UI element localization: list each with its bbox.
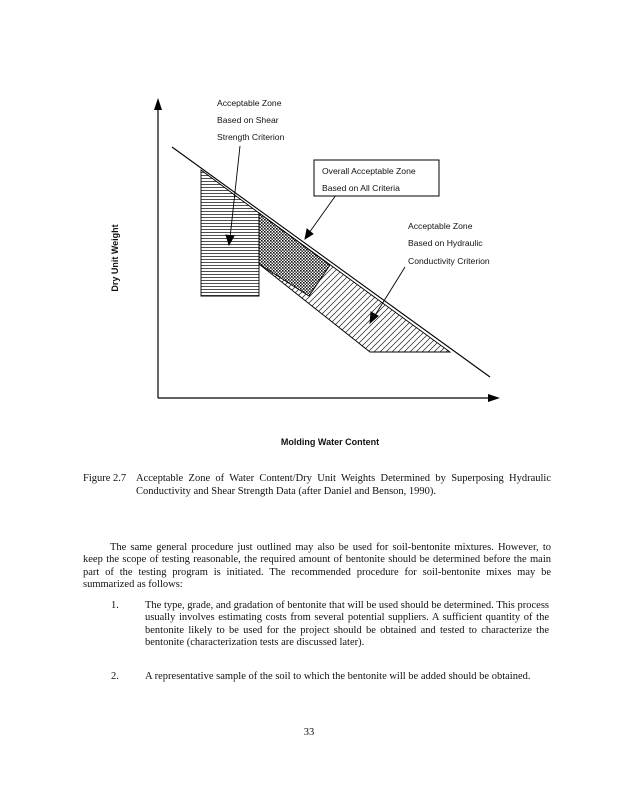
list-item-text: A representative sample of the soil to which the bentonite will be added should be obtained.	[145, 671, 531, 682]
figure-caption-label: Figure 2.7	[83, 473, 127, 484]
overall-annotation-line-2: Based on All Criteria	[322, 183, 400, 193]
body-paragraph: The same general procedure just outlined may also be used for soil-bentonite mixtures. However, to keep the scope of testing reasonable, the required amount of bentonite should be determined before the main part of the testing program is initiated. The recommended procedure for soil-bentonite mixes may be summarized as follows:	[83, 542, 551, 591]
page-number: 33	[303, 727, 315, 738]
overall-annotation-line-1: Overall Acceptable Zone	[322, 166, 416, 176]
hydraulic-annotation-line-3: Conductivity Criterion	[408, 256, 490, 266]
list-item-number: 1.	[111, 600, 119, 611]
shear-annotation-line-1: Acceptable Zone	[217, 98, 282, 108]
figure-caption-text: Acceptable Zone of Water Content/Dry Unit Weights Determined by Superposing Hydraulic Conductivity and Shear Strength Data (after Daniel and Benson, 1990).	[136, 473, 551, 497]
x-axis-label: Molding Water Content	[280, 437, 380, 447]
y-axis-label: Dry Unit Weight	[110, 224, 120, 292]
shear-annotation-line-2: Based on Shear	[217, 115, 279, 125]
list-item-number: 2.	[111, 671, 119, 682]
hydraulic-annotation-line-2: Based on Hydraulic	[408, 238, 483, 248]
hydraulic-annotation-line-1: Acceptable Zone	[408, 221, 473, 231]
shear-annotation-line-3: Strength Criterion	[217, 132, 285, 142]
list-item-text: The type, grade, and gradation of bentonite that will be used should be determined. This process usually involves estimating costs from several potential suppliers. A sufficient quantity of the bentonite likely to be used for the project should be obtained and tested to characterize the bentonite (characterization tests are discussed later).	[145, 600, 549, 649]
